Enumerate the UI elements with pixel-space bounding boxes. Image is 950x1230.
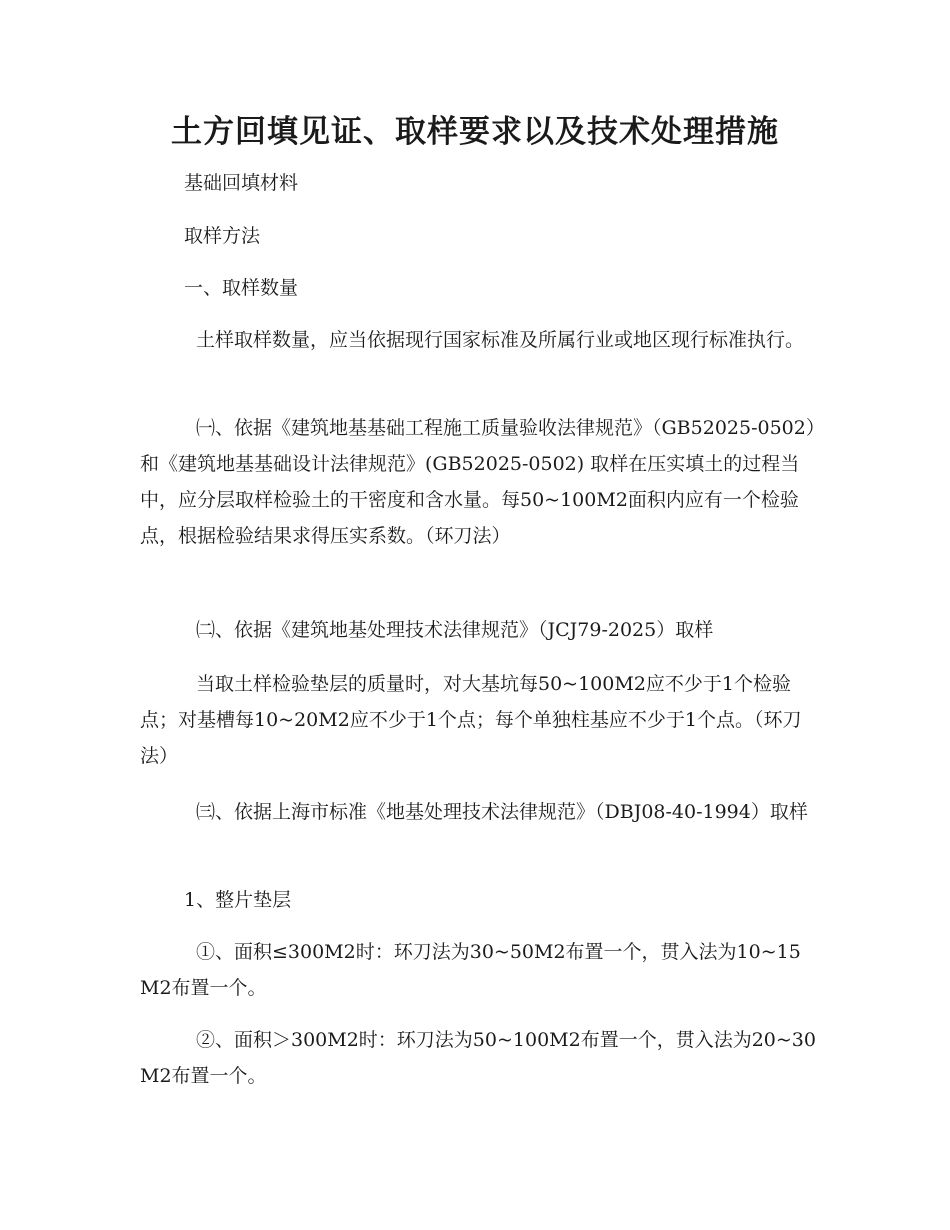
- paragraph-clause-2: ㈡、依据《建筑地基处理技术法律规范》（JCJ79-2025）取样: [196, 619, 714, 641]
- paragraph-area-small: ①、面积≤300M2时：环刀法为30~50M2布置一个，贯入法为10~15M2布置一个。: [140, 941, 801, 999]
- paragraph-clause-3: ㈢、依据上海市标准《地基处理技术法律规范》（DBJ08-40-1994）取样: [196, 801, 808, 823]
- paragraph-clause-1: ㈠、依据《建筑地基基础工程施工质量验收法律规范》（GB52025-0502）和《建筑地基基础设计法律规范》(GB52025-0502) 取样在压实填土的过程当中，应分层取样检验土的干密度和含水量。每50~100M2面积内应有一个检验点，根据检验结果求得压实系数。（环刀法）: [140, 417, 816, 547]
- paragraph-section-one-heading: 一、取样数量: [184, 277, 299, 299]
- document-title: 土方回填见证、取样要求以及技术处理措施: [171, 114, 779, 150]
- paragraph-cushion-quality: 当取土样检验垫层的质量时，对大基坑每50~100M2应不少于1个检验点；对基槽每10~20M2应不少于1个点；每个单独柱基应不少于1个点。（环刀法）: [140, 673, 802, 767]
- paragraph-sampling-method: 取样方法: [184, 225, 261, 247]
- paragraph-area-large: ②、面积＞300M2时：环刀法为50~100M2布置一个，贯入法为20~30M2布置一个。: [140, 1029, 816, 1087]
- paragraph-whole-cushion: 1、整片垫层: [184, 889, 292, 911]
- paragraph-sample-quantity: 土样取样数量，应当依据现行国家标准及所属行业或地区现行标准执行。: [196, 329, 805, 351]
- paragraph-backfill-material: 基础回填材料: [184, 172, 299, 194]
